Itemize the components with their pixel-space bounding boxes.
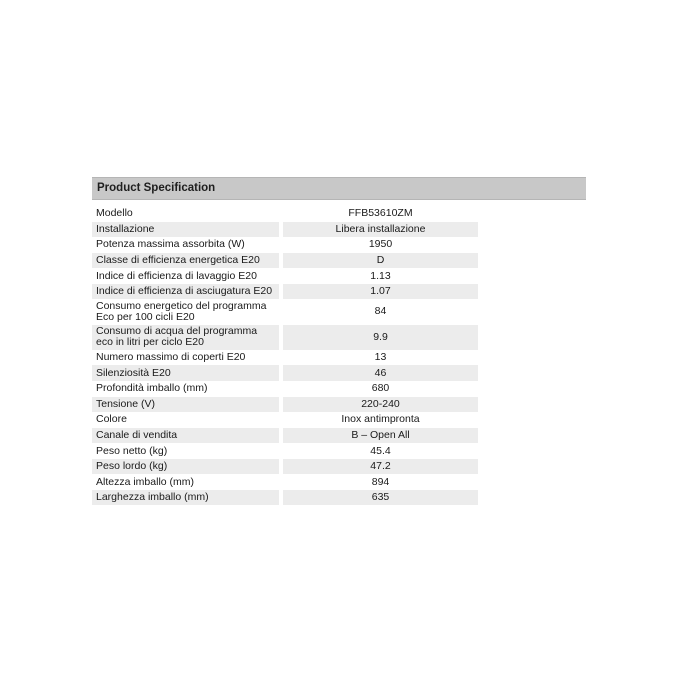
spec-title: Product Specification xyxy=(97,182,216,194)
spec-row-tensione xyxy=(92,397,478,412)
spec-row-indice-lavaggio xyxy=(92,268,478,283)
spec-value: 220-240 xyxy=(283,397,478,412)
spec-value: 1950 xyxy=(368,238,393,251)
spec-value: Inox antimpronta xyxy=(341,413,420,426)
spec-value: 13 xyxy=(374,351,387,364)
spec-label: Profondità imballo (mm) xyxy=(96,382,208,395)
spec-row-consumo-acqua xyxy=(92,325,478,350)
spec-row-classe-efficienza xyxy=(92,253,478,268)
spec-value: D xyxy=(283,253,478,268)
spec-row-consumo-energetico xyxy=(92,299,478,324)
spec-label: Tensione (V) xyxy=(92,397,279,412)
spec-value: 635 xyxy=(283,490,478,505)
spec-row-indice-asciugatura xyxy=(92,284,478,299)
spec-value: 1.13 xyxy=(370,269,391,282)
spec-row-modello xyxy=(92,206,478,221)
spec-label: Silenziosità E20 xyxy=(92,365,279,380)
spec-value: 46 xyxy=(283,365,478,380)
spec-label: Installazione xyxy=(92,222,279,237)
spec-header-bar xyxy=(92,177,586,200)
spec-value: B – Open All xyxy=(283,428,478,443)
spec-row-coperti xyxy=(92,350,478,365)
spec-value: 47.2 xyxy=(283,459,478,474)
spec-row-profondita xyxy=(92,381,478,396)
spec-row-colore xyxy=(92,412,478,427)
spec-label: Indice di efficienza di lavaggio E20 xyxy=(96,269,257,282)
spec-label: Potenza massima assorbita (W) xyxy=(96,238,245,251)
spec-row-installazione xyxy=(92,222,478,237)
spec-value: 1.07 xyxy=(283,284,478,299)
spec-label: Consumo energetico del programma Eco per 100 cicli E20 xyxy=(96,299,267,323)
spec-label: Peso lordo (kg) xyxy=(92,459,279,474)
spec-value: 84 xyxy=(374,305,387,318)
spec-value: 9.9 xyxy=(283,325,478,350)
spec-label: Numero massimo di coperti E20 xyxy=(96,351,246,364)
spec-label: Classe di efficienza energetica E20 xyxy=(92,253,279,268)
spec-row-potenza xyxy=(92,237,478,252)
spec-row-larghezza xyxy=(92,490,478,505)
spec-row-canale-vendita xyxy=(92,428,478,443)
spec-label: Indice di efficienza di asciugatura E20 xyxy=(92,284,279,299)
spec-label: Larghezza imballo (mm) xyxy=(92,490,279,505)
spec-label: Canale di vendita xyxy=(92,428,279,443)
spec-value: 45.4 xyxy=(370,444,391,457)
spec-table xyxy=(92,206,478,505)
spec-label: Altezza imballo (mm) xyxy=(96,475,195,488)
spec-row-peso-lordo xyxy=(92,459,478,474)
spec-label: Colore xyxy=(96,413,127,426)
spec-value: 894 xyxy=(371,475,390,488)
spec-row-silenziosita xyxy=(92,365,478,380)
spec-row-altezza xyxy=(92,474,478,489)
spec-label: Consumo di acqua del programma eco in litri per ciclo E20 xyxy=(92,325,279,350)
spec-value: Libera installazione xyxy=(283,222,478,237)
spec-value: FFB53610ZM xyxy=(348,207,413,220)
spec-value: 680 xyxy=(371,382,390,395)
spec-row-peso-netto xyxy=(92,443,478,458)
spec-label: Peso netto (kg) xyxy=(96,444,168,457)
spec-label: Modello xyxy=(96,207,133,220)
